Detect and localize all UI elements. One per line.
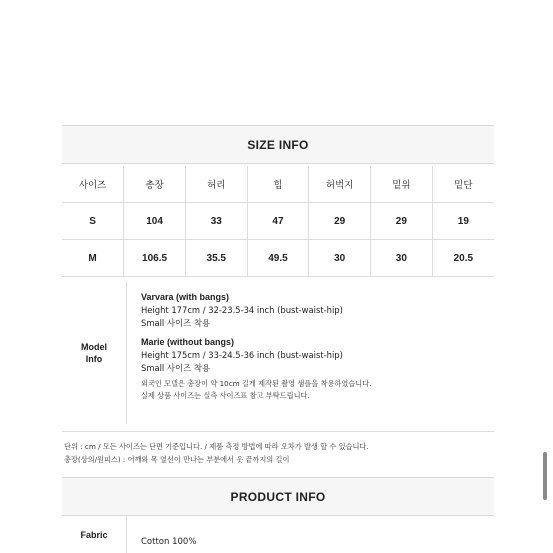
size-cell: 104 xyxy=(124,203,186,240)
size-cell: 19 xyxy=(432,203,494,240)
model-name: Varvara (with bangs) xyxy=(141,292,230,302)
size-cell: M xyxy=(62,240,124,277)
model-measurements: Height 175cm / 33-24.5-36 inch (bust-waist-hip) xyxy=(141,350,343,360)
model-info-label xyxy=(62,282,127,424)
product-info-title: PRODUCT INFO xyxy=(230,489,326,504)
footnote-line: 총장(상의/원피스) : 어깨와 목 옆선이 만나는 부분에서 옷 끝까지의 길이 xyxy=(64,455,290,464)
model-label-line1: Model xyxy=(81,342,107,352)
size-table-row-s xyxy=(62,203,494,240)
size-table-header-row xyxy=(62,166,494,203)
measurement-footnotes xyxy=(64,440,369,466)
model-label-line2: Info xyxy=(85,354,103,364)
size-cell: 106.5 xyxy=(124,240,186,277)
size-cell: 30 xyxy=(371,240,433,277)
size-header-cell: 사이즈 xyxy=(62,166,124,203)
size-cell: 29 xyxy=(371,203,433,240)
vertical-scrollbar[interactable] xyxy=(543,452,547,500)
model-size-worn: Small 사이즈 착용 xyxy=(141,317,211,328)
model-note-line: 실제 상품 사이즈는 실측 사이즈표 참고 부탁드립니다. xyxy=(141,391,310,400)
size-header-cell: 밑위 xyxy=(371,166,433,203)
model-name: Marie (without bangs) xyxy=(141,337,234,347)
fabric-value: Cotton 100% xyxy=(141,537,197,547)
size-header-cell: 힙 xyxy=(247,166,309,203)
fabric-label xyxy=(62,516,127,553)
size-cell: 20.5 xyxy=(432,240,494,277)
size-header-cell: 허리 xyxy=(185,166,247,203)
fabric-label-text: Fabric xyxy=(80,529,108,540)
size-info-header xyxy=(62,125,494,164)
model-info-body xyxy=(141,290,491,402)
section-divider xyxy=(62,431,494,432)
size-info-title: SIZE INFO xyxy=(247,137,309,152)
size-header-cell: 밑단 xyxy=(432,166,494,203)
size-table-row-m xyxy=(62,240,494,277)
size-cell: 49.5 xyxy=(247,240,309,277)
product-info-header xyxy=(62,477,494,516)
size-table xyxy=(62,166,494,277)
size-cell: 29 xyxy=(309,203,371,240)
model-measurements: Height 177cm / 32-23.5-34 inch (bust-waist-hip) xyxy=(141,305,343,315)
size-header-cell: 허벅지 xyxy=(309,166,371,203)
size-cell: S xyxy=(62,203,124,240)
size-header-cell: 총장 xyxy=(124,166,186,203)
footnote-line: 단위 : cm / 모든 사이즈는 단면 기준입니다. / 제품 측정 방법에 따라 오차가 발생 할 수 있습니다. xyxy=(64,442,369,451)
size-cell: 30 xyxy=(309,240,371,277)
size-cell: 35.5 xyxy=(185,240,247,277)
model-note xyxy=(141,378,491,402)
size-cell: 47 xyxy=(247,203,309,240)
model-size-worn: Small 사이즈 착용 xyxy=(141,362,211,373)
size-cell: 33 xyxy=(185,203,247,240)
model-note-line: 외국인 모델은 총장이 약 10cm 길게 제작된 촬영 샘플을 착용하였습니다. xyxy=(141,379,372,388)
